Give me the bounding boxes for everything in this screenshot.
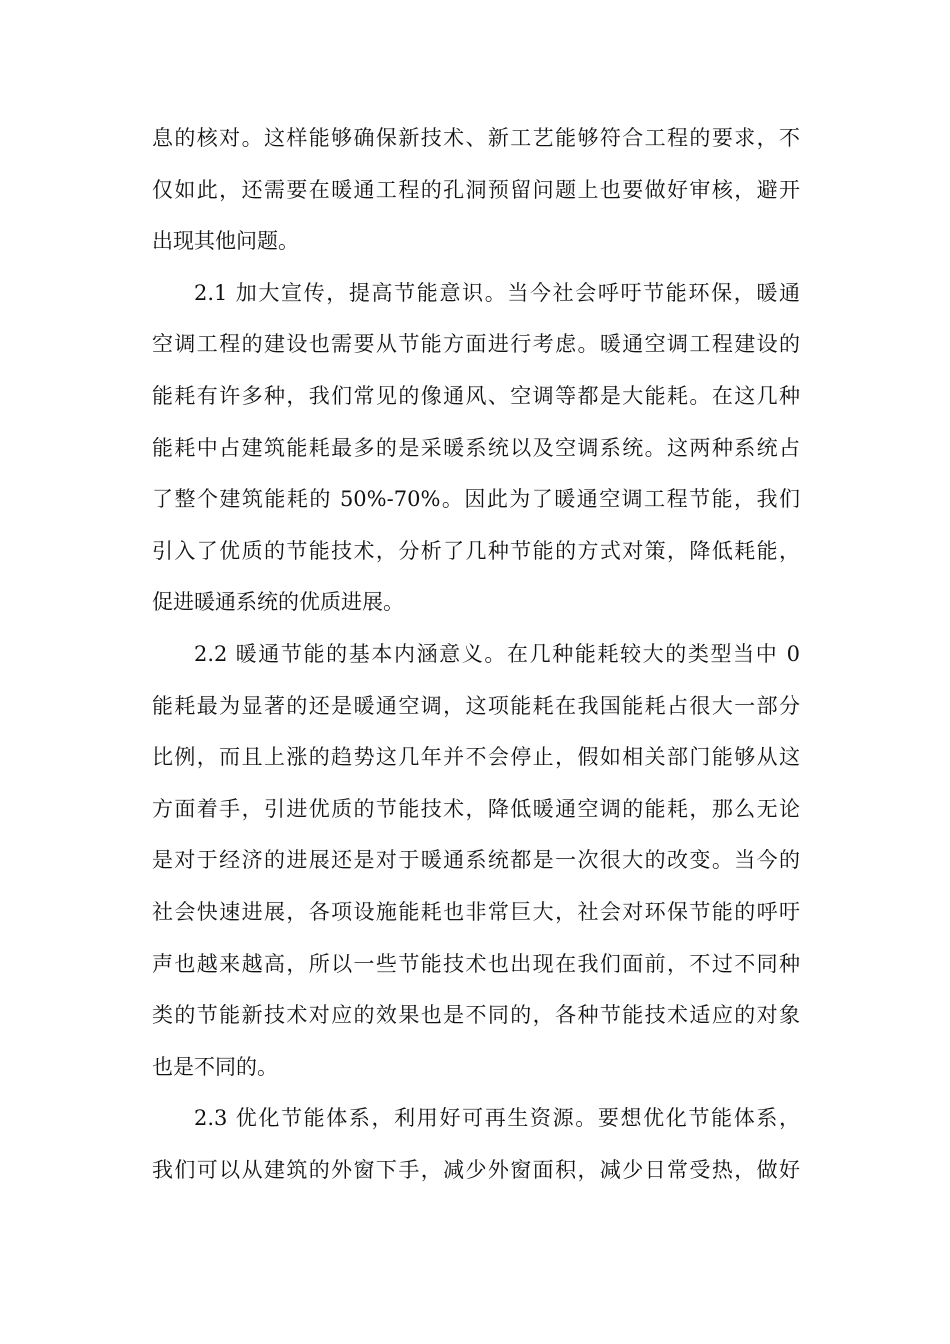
section-heading-line: 2.1 加大宣传，提高节能意识。当今社会呼吁节能环保，暖通 (194, 280, 800, 305)
text-line: 能耗有许多种，我们常见的像通风、空调等都是大能耗。在这几种 (152, 383, 800, 408)
section-heading-line: 2.3 优化节能体系，利用好可再生资源。要想优化节能体系， (194, 1106, 800, 1131)
text-line: 促进暖通系统的优质进展。 (152, 590, 404, 615)
text-line: 空调工程的建设也需要从节能方面进行考虑。暖通空调工程建设的 (152, 332, 800, 357)
text-line: 了整个建筑能耗的 50%-70%。因此为了暖通空调工程节能，我们 (152, 487, 800, 512)
text-line: 能耗最为显著的还是暖通空调，这项能耗在我国能耗占很大一部分 (152, 693, 800, 718)
text-line: 引入了优质的节能技术，分析了几种节能的方式对策，降低耗能， (152, 538, 800, 563)
text-line: 能耗中占建筑能耗最多的是采暖系统以及空调系统。这两种系统占 (152, 435, 800, 460)
text-line: 出现其他问题。 (152, 229, 299, 254)
section-heading-line: 2.2 暖通节能的基本内涵意义。在几种能耗较大的类型当中 0 (194, 641, 800, 666)
text-line: 类的节能新技术对应的效果也是不同的，各种节能技术适应的对象 (152, 1003, 800, 1028)
text-line: 息的核对。这样能够确保新技术、新工艺能够符合工程的要求，不 (152, 126, 800, 150)
text-line: 是对于经济的进展还是对于暖通系统都是一次很大的改变。当今的 (152, 848, 800, 873)
text-line: 比例，而且上涨的趋势这几年并不会停止，假如相关部门能够从这 (152, 745, 800, 770)
body-text (152, 113, 800, 1196)
text-line: 声也越来越高，所以一些节能技术也出现在我们面前，不过不同种 (152, 951, 800, 976)
text-line: 社会快速进展，各项设施能耗也非常巨大，社会对环保节能的呼吁 (152, 899, 800, 924)
paragraph-2-1 (152, 268, 800, 629)
text-line: 仅如此，还需要在暖通工程的孔洞预留问题上也要做好审核，避开 (152, 177, 800, 202)
text-line: 也是不同的。 (152, 1054, 278, 1079)
text-line: 我们可以从建筑的外窗下手，减少外窗面积，减少日常受热，做好 (152, 1157, 800, 1182)
text-line: 方面着手，引进优质的节能技术，降低暖通空调的能耗，那么无论 (152, 796, 800, 821)
paragraph-2-2 (152, 629, 800, 1093)
paragraph-2-3 (152, 1093, 800, 1196)
paragraph-continuation (152, 113, 800, 268)
